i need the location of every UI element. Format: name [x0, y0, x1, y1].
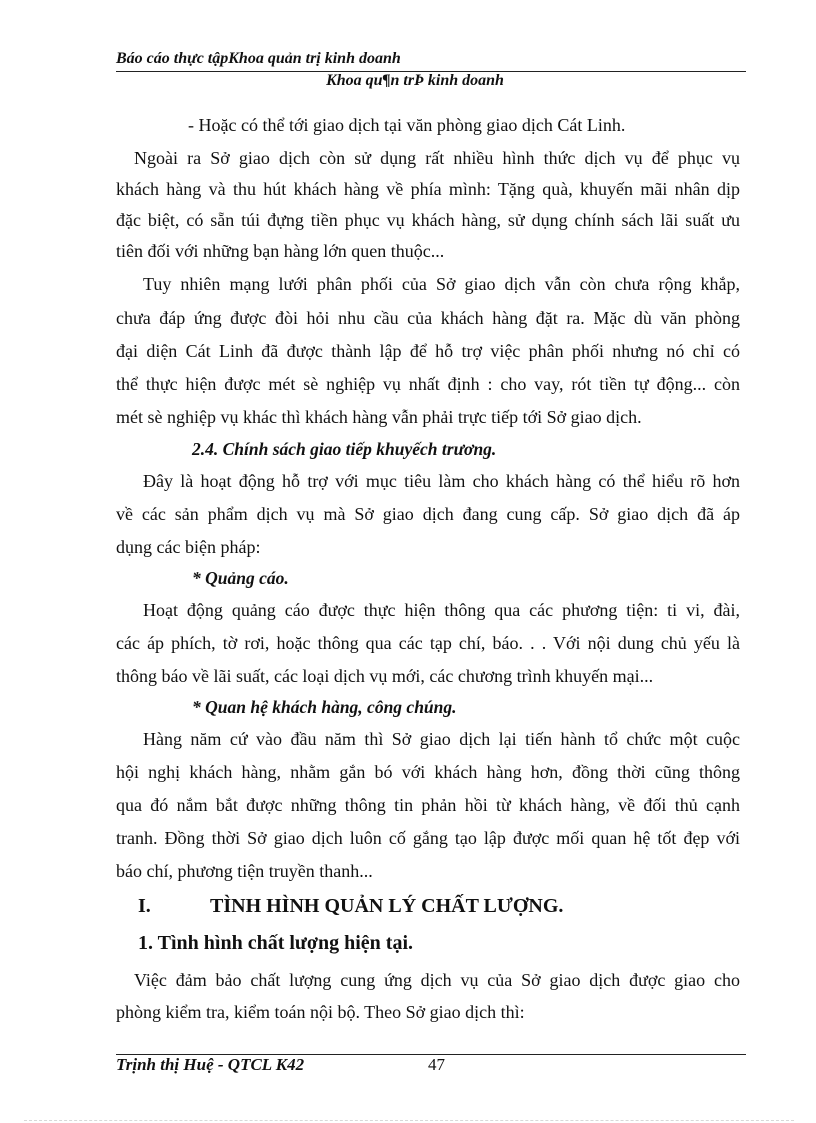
paragraph-line: các áp phích, tờ rơi, hoặc thông qua các tạp chí, báo. . . Với nội dung chủ yếu là	[116, 633, 740, 653]
footer-author: Trịnh thị Huệ - QTCL K42	[116, 1055, 305, 1074]
section-number: I.	[138, 895, 151, 917]
paragraph-line: khách hàng và thu hút khách hàng về phía mình: Tặng quà, khuyến mãi nhân dịp	[116, 179, 740, 199]
header-title: Báo cáo thực tậpKhoa quản trị kinh doanh	[116, 50, 401, 67]
paragraph-line: về các sản phẩm dịch vụ mà Sở giao dịch đang cung cấp. Sở giao dịch đã áp	[116, 504, 740, 524]
paragraph-line: phòng kiểm tra, kiểm toán nội bộ. Theo Sở giao dịch thì:	[116, 1002, 525, 1022]
paragraph-line: Đây là hoạt động hỗ trợ với mục tiêu làm cho khách hàng có thể hiểu rõ hơn	[143, 471, 740, 491]
paragraph-line: chưa đáp ứng được đòi hỏi nhu cầu của khách hàng đặt ra. Mặc dù văn phòng	[116, 308, 740, 328]
paragraph-line: tranh. Đồng thời Sở giao dịch luôn cố gắng tạo lập được mối quan hệ tốt đẹp với	[116, 828, 740, 848]
paragraph-line: Việc đảm bảo chất lượng cung ứng dịch vụ của Sở giao dịch được giao cho	[134, 970, 740, 990]
page-edge	[24, 1120, 794, 1121]
paragraph-line: mét sè nghiệp vụ khác thì khách hàng vẫn phải trực tiếp tới Sở giao dịch.	[116, 407, 642, 427]
paragraph-line: Ngoài ra Sở giao dịch còn sử dụng rất nhiều hình thức dịch vụ để phục vụ	[134, 148, 740, 168]
paragraph-line: tiên đối với những bạn hàng lớn quen thuộc...	[116, 241, 445, 261]
paragraph-line: qua đó nắm bắt được những thông tin phản hồi từ khách hàng, về đối thủ cạnh	[116, 795, 740, 815]
subheading: * Quảng cáo.	[192, 568, 289, 588]
subheading: * Quan hệ khách hàng, công chúng.	[192, 697, 457, 717]
paragraph-line: Hàng năm cứ vào đầu năm thì Sở giao dịch lại tiến hành tổ chức một cuộc	[143, 729, 740, 749]
page-number: 47	[428, 1055, 445, 1074]
section-heading	[116, 894, 563, 918]
paragraph-line: Hoạt động quảng cáo được thực hiện thông qua các phương tiện: ti vi, đài,	[143, 600, 740, 620]
paragraph-line: - Hoặc có thể tới giao dịch tại văn phòng giao dịch Cát Linh.	[188, 115, 626, 135]
section-title: TÌNH HÌNH QUẢN LÝ CHẤT LƯỢNG.	[210, 895, 564, 917]
subheading: 2.4. Chính sách giao tiếp khuyếch trương.	[192, 439, 497, 459]
subsection-heading: 1. Tình hình chất lượng hiện tại.	[138, 932, 414, 954]
paragraph-line: đại diện Cát Linh đã được thành lập để hỗ trợ việc phân phối nhưng nó chỉ có	[116, 341, 740, 361]
header-subtitle: Khoa qu¶n trÞ kinh doanh	[326, 72, 504, 89]
paragraph-line: Tuy nhiên mạng lưới phân phối của Sở giao dịch vẫn còn chưa rộng khắp,	[143, 274, 740, 294]
paragraph-line: thông báo về lãi suất, các loại dịch vụ mới, các chương trình khuyến mại...	[116, 666, 654, 686]
paragraph-line: hội nghị khách hàng, nhằm gắn bó với khách hàng hơn, đồng thời cũng thông	[116, 762, 740, 782]
paragraph-line: dụng các biện pháp:	[116, 537, 261, 557]
paragraph-line: đặc biệt, có sẵn túi đựng tiền phục vụ khách hàng, sử dụng chính sách lãi suất ưu	[116, 210, 740, 230]
paragraph-line: thể thực hiện được mét sè nghiệp vụ nhất định : cho vay, rót tiền tự động... còn	[116, 374, 740, 394]
paragraph-line: báo chí, phương tiện truyền thanh...	[116, 861, 373, 881]
